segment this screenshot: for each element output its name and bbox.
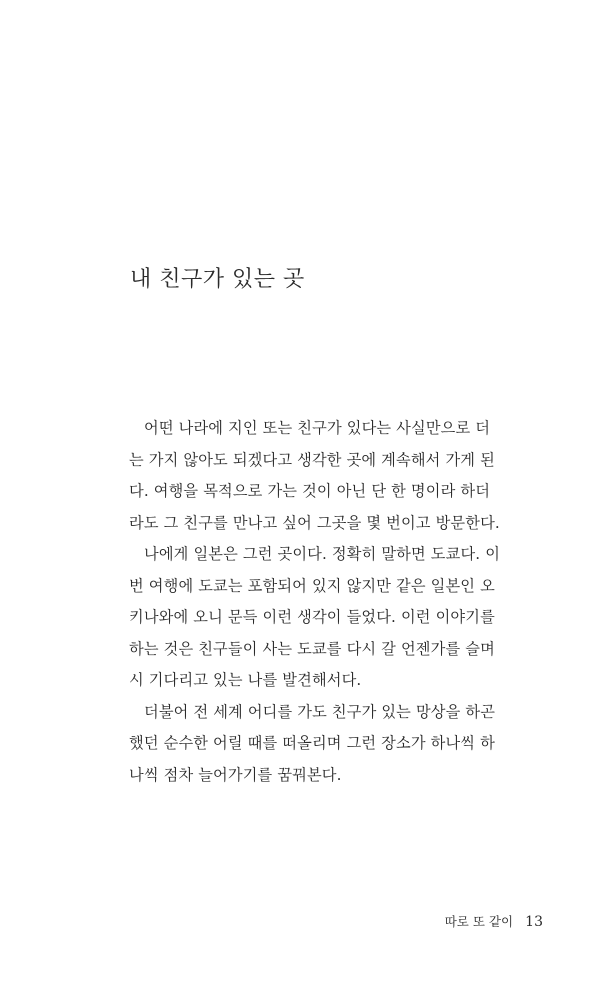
paragraph-2-line-5: 시 기다리고 있는 나를 발견해서다. (129, 671, 362, 689)
paragraph-1-line-1: 어떤 나라에 지인 또는 친구가 있다는 사실만으로 더 (144, 419, 491, 437)
paragraph-2-line-3: 키나와에 오니 문득 이런 생각이 들었다. 이런 이야기를 (129, 608, 495, 626)
paragraph-2-line-4: 하는 것은 친구들이 사는 도쿄를 다시 갈 언젠가를 슬며 (129, 639, 495, 658)
body-text (129, 413, 529, 791)
paragraph-3-line-1: 더불어 전 세계 어디를 가도 친구가 있는 망상을 하곤 (144, 702, 496, 721)
page-footer (445, 912, 543, 933)
paragraph-1-line-3: 다. 여행을 목적으로 가는 것이 아닌 단 한 명이라 하더 (129, 482, 491, 500)
paragraph-2-line-1: 나에게 일본은 그런 곳이다. 정확히 말하면 도쿄다. 이 (144, 545, 501, 563)
paragraph-3-line-3: 나씩 점차 늘어가기를 꿈꿔본다. (129, 765, 342, 784)
paragraph-1-line-2: 는 가지 않아도 되겠다고 생각한 곳에 계속해서 가게 된 (129, 450, 495, 469)
paragraph-3-line-2: 했던 순수한 어릴 때를 떠올리며 그런 장소가 하나씩 하 (129, 734, 495, 752)
page-number: 13 (525, 914, 543, 930)
paragraph-2-line-2: 번 여행에 도쿄는 포함되어 있지 않지만 같은 일본인 오 (129, 576, 495, 595)
running-title: 따로 또 같이 (444, 914, 514, 929)
chapter-title: 내 친구가 있는 곳 (130, 267, 305, 292)
paragraph-1-line-4: 라도 그 친구를 만나고 싶어 그곳을 몇 번이고 방문한다. (129, 513, 500, 532)
